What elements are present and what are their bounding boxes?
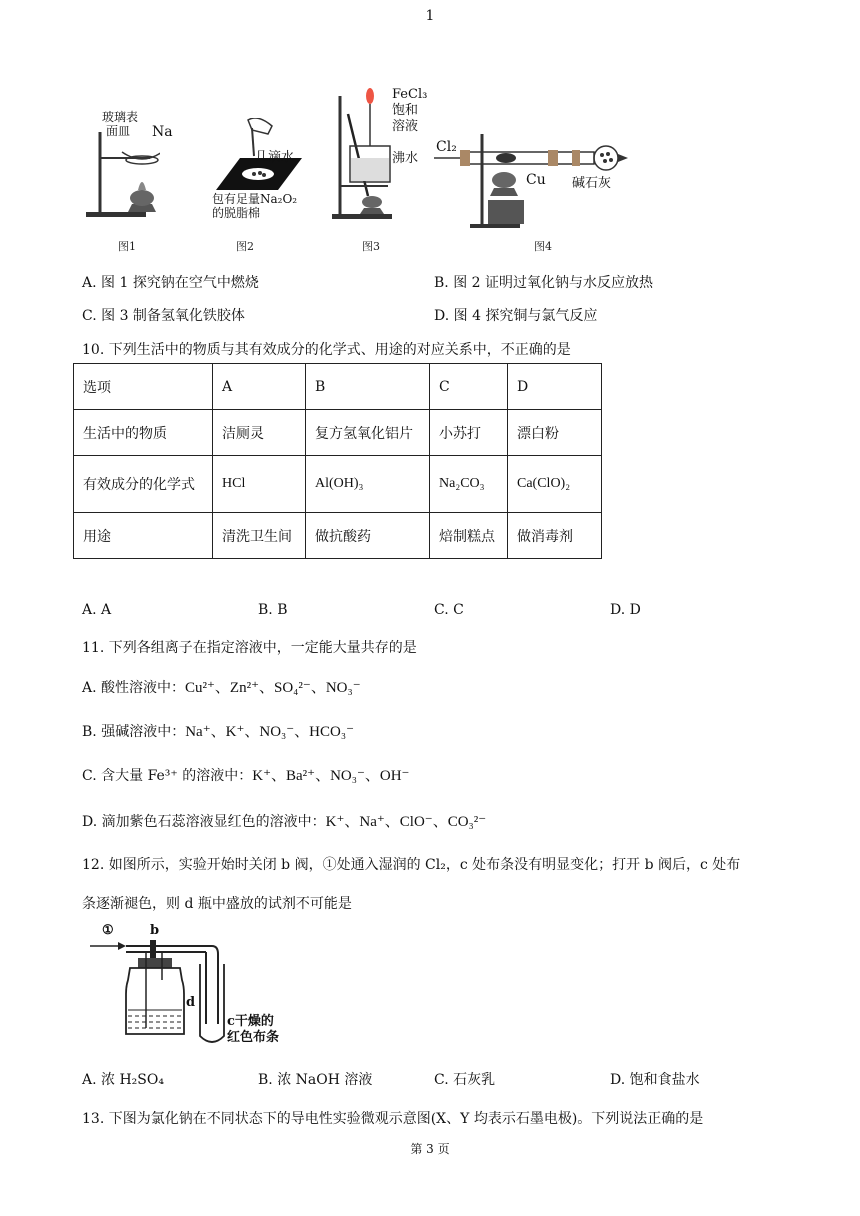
q11-option-a (82, 676, 361, 697)
ion-list: Na⁺、K⁺、NO₃⁻、HCO₃⁻ (185, 724, 354, 740)
q10-stem: 10. 下列生活中的物质与其有效成分的化学式、用途的对应关系中，不正确的是 (82, 342, 571, 358)
table-cell: A (213, 364, 306, 410)
q12-label-bottle: d (186, 995, 196, 1010)
fig2-label-water: 几滴水 (255, 150, 295, 165)
q11-option-d (82, 810, 486, 831)
fig1-label-glass: 玻璃表 (102, 110, 139, 124)
fig3-label-sat-1: 饱和 (392, 103, 419, 118)
fig1-label-dish: 面皿 (106, 124, 131, 138)
q11-option-c (82, 764, 409, 785)
fig3-label-boil: 沸水 (392, 151, 419, 166)
table-cell: 做消毒剂 (508, 513, 602, 559)
q12-stem-line-2: 条逐渐褪色，则 d 瓶中盛放的试剂不可能是 (82, 896, 352, 912)
table-cell: 洁厕灵 (213, 410, 306, 456)
table-cell: 做抗酸药 (306, 513, 430, 559)
fig2-label-cotton-1: 包有足量Na₂O₂ (212, 192, 298, 206)
table-cell: 生活中的物质 (74, 410, 213, 456)
q9-option-b: B. 图 2 证明过氧化钠与水反应放热 (434, 275, 653, 291)
q11-option-b (82, 720, 354, 741)
option-prefix: D. 滴加紫色石蕊溶液显红色的溶液中： (82, 814, 326, 830)
ion-list: K⁺、Ba²⁺、NO₃⁻、OH⁻ (252, 768, 410, 784)
table-row (74, 364, 602, 410)
fig4-label-cl2: Cl₂ (436, 139, 457, 155)
table-cell: 选项 (74, 364, 213, 410)
option-prefix: C. 含大量 Fe³⁺ 的溶液中： (82, 768, 253, 784)
q9-option-d: D. 图 4 探究铜与氯气反应 (434, 308, 598, 324)
fig4-caption: 图4 (534, 240, 552, 253)
option-prefix: A. 酸性溶液中： (82, 680, 186, 696)
table-row (74, 513, 602, 559)
q12-option-a: A. 浓 H₂SO₄ (82, 1072, 164, 1088)
fig4-label-cu: Cu (526, 172, 546, 188)
table-cell: Na₂CO₃ (430, 456, 508, 513)
q12-stem-line-1: 12. 如图所示，实验开始时关闭 b 阀，①处通入湿润的 Cl₂，c 处布条没有明显变化；打开 b 阀后，c 处布 (82, 857, 741, 873)
fig3-caption: 图3 (362, 240, 380, 253)
q12-option-d: D. 饱和食盐水 (610, 1072, 700, 1088)
fig2-caption: 图2 (236, 240, 254, 253)
table-cell: Ca(ClO)₂ (508, 456, 602, 513)
q10-option-c: C. C (434, 602, 464, 618)
q13-stem: 13. 下图为氯化钠在不同状态下的导电性实验微观示意图(X、Y 均表示石墨电极)。下列说法正确的是 (82, 1111, 704, 1127)
q10-table (73, 363, 602, 559)
table-cell: Al(OH)₃ (306, 456, 430, 513)
page-footer: 第 3 页 (410, 1142, 450, 1156)
q10-option-b: B. B (258, 602, 288, 618)
table-row (74, 410, 602, 456)
table-cell: HCl (213, 456, 306, 513)
q12-option-b: B. 浓 NaOH 溶液 (258, 1072, 373, 1088)
q11-stem: 11. 下列各组离子在指定溶液中，一定能大量共存的是 (82, 640, 417, 656)
fig1-caption: 图1 (118, 240, 136, 253)
q12-option-c: C. 石灰乳 (434, 1072, 496, 1088)
table-cell: D (508, 364, 602, 410)
table-row (74, 456, 602, 513)
table-cell: 小苏打 (430, 410, 508, 456)
q10-option-d: D. D (610, 602, 641, 618)
ion-list: Cu²⁺、Zn²⁺、SO₄²⁻、NO₃⁻ (185, 680, 361, 696)
q12-label-cloth-1: c干燥的 (227, 1014, 274, 1029)
fig3-label-fecl3: FeCl₃ (392, 87, 428, 102)
table-cell: 有效成分的化学式 (74, 456, 213, 513)
fig2-label-cotton-2: 的脱脂棉 (212, 206, 261, 220)
q12-label-inlet: ① (102, 923, 114, 938)
q9-option-c: C. 图 3 制备氢氧化铁胶体 (82, 308, 245, 324)
q12-label-cloth-2: 红色布条 (227, 1030, 280, 1045)
table-cell: 清洗卫生间 (213, 513, 306, 559)
option-prefix: B. 强碱溶液中： (82, 724, 186, 740)
table-cell: 焙制糕点 (430, 513, 508, 559)
q10-option-a: A. A (82, 602, 112, 618)
fig3-label-sat-2: 溶液 (392, 119, 419, 134)
table-cell: 漂白粉 (508, 410, 602, 456)
ion-list: K⁺、Na⁺、ClO⁻、CO₃²⁻ (325, 814, 487, 830)
table-cell: 复方氢氧化铝片 (306, 410, 430, 456)
page-number: 1 (425, 8, 435, 24)
fig1-label-na: Na (152, 124, 173, 140)
q12-label-valve: b (150, 923, 160, 938)
table-cell: 用途 (74, 513, 213, 559)
q9-option-a: A. 图 1 探究钠在空气中燃烧 (82, 275, 259, 291)
table-cell: B (306, 364, 430, 410)
table-cell: C (430, 364, 508, 410)
fig4-label-lime: 碱石灰 (572, 176, 612, 191)
